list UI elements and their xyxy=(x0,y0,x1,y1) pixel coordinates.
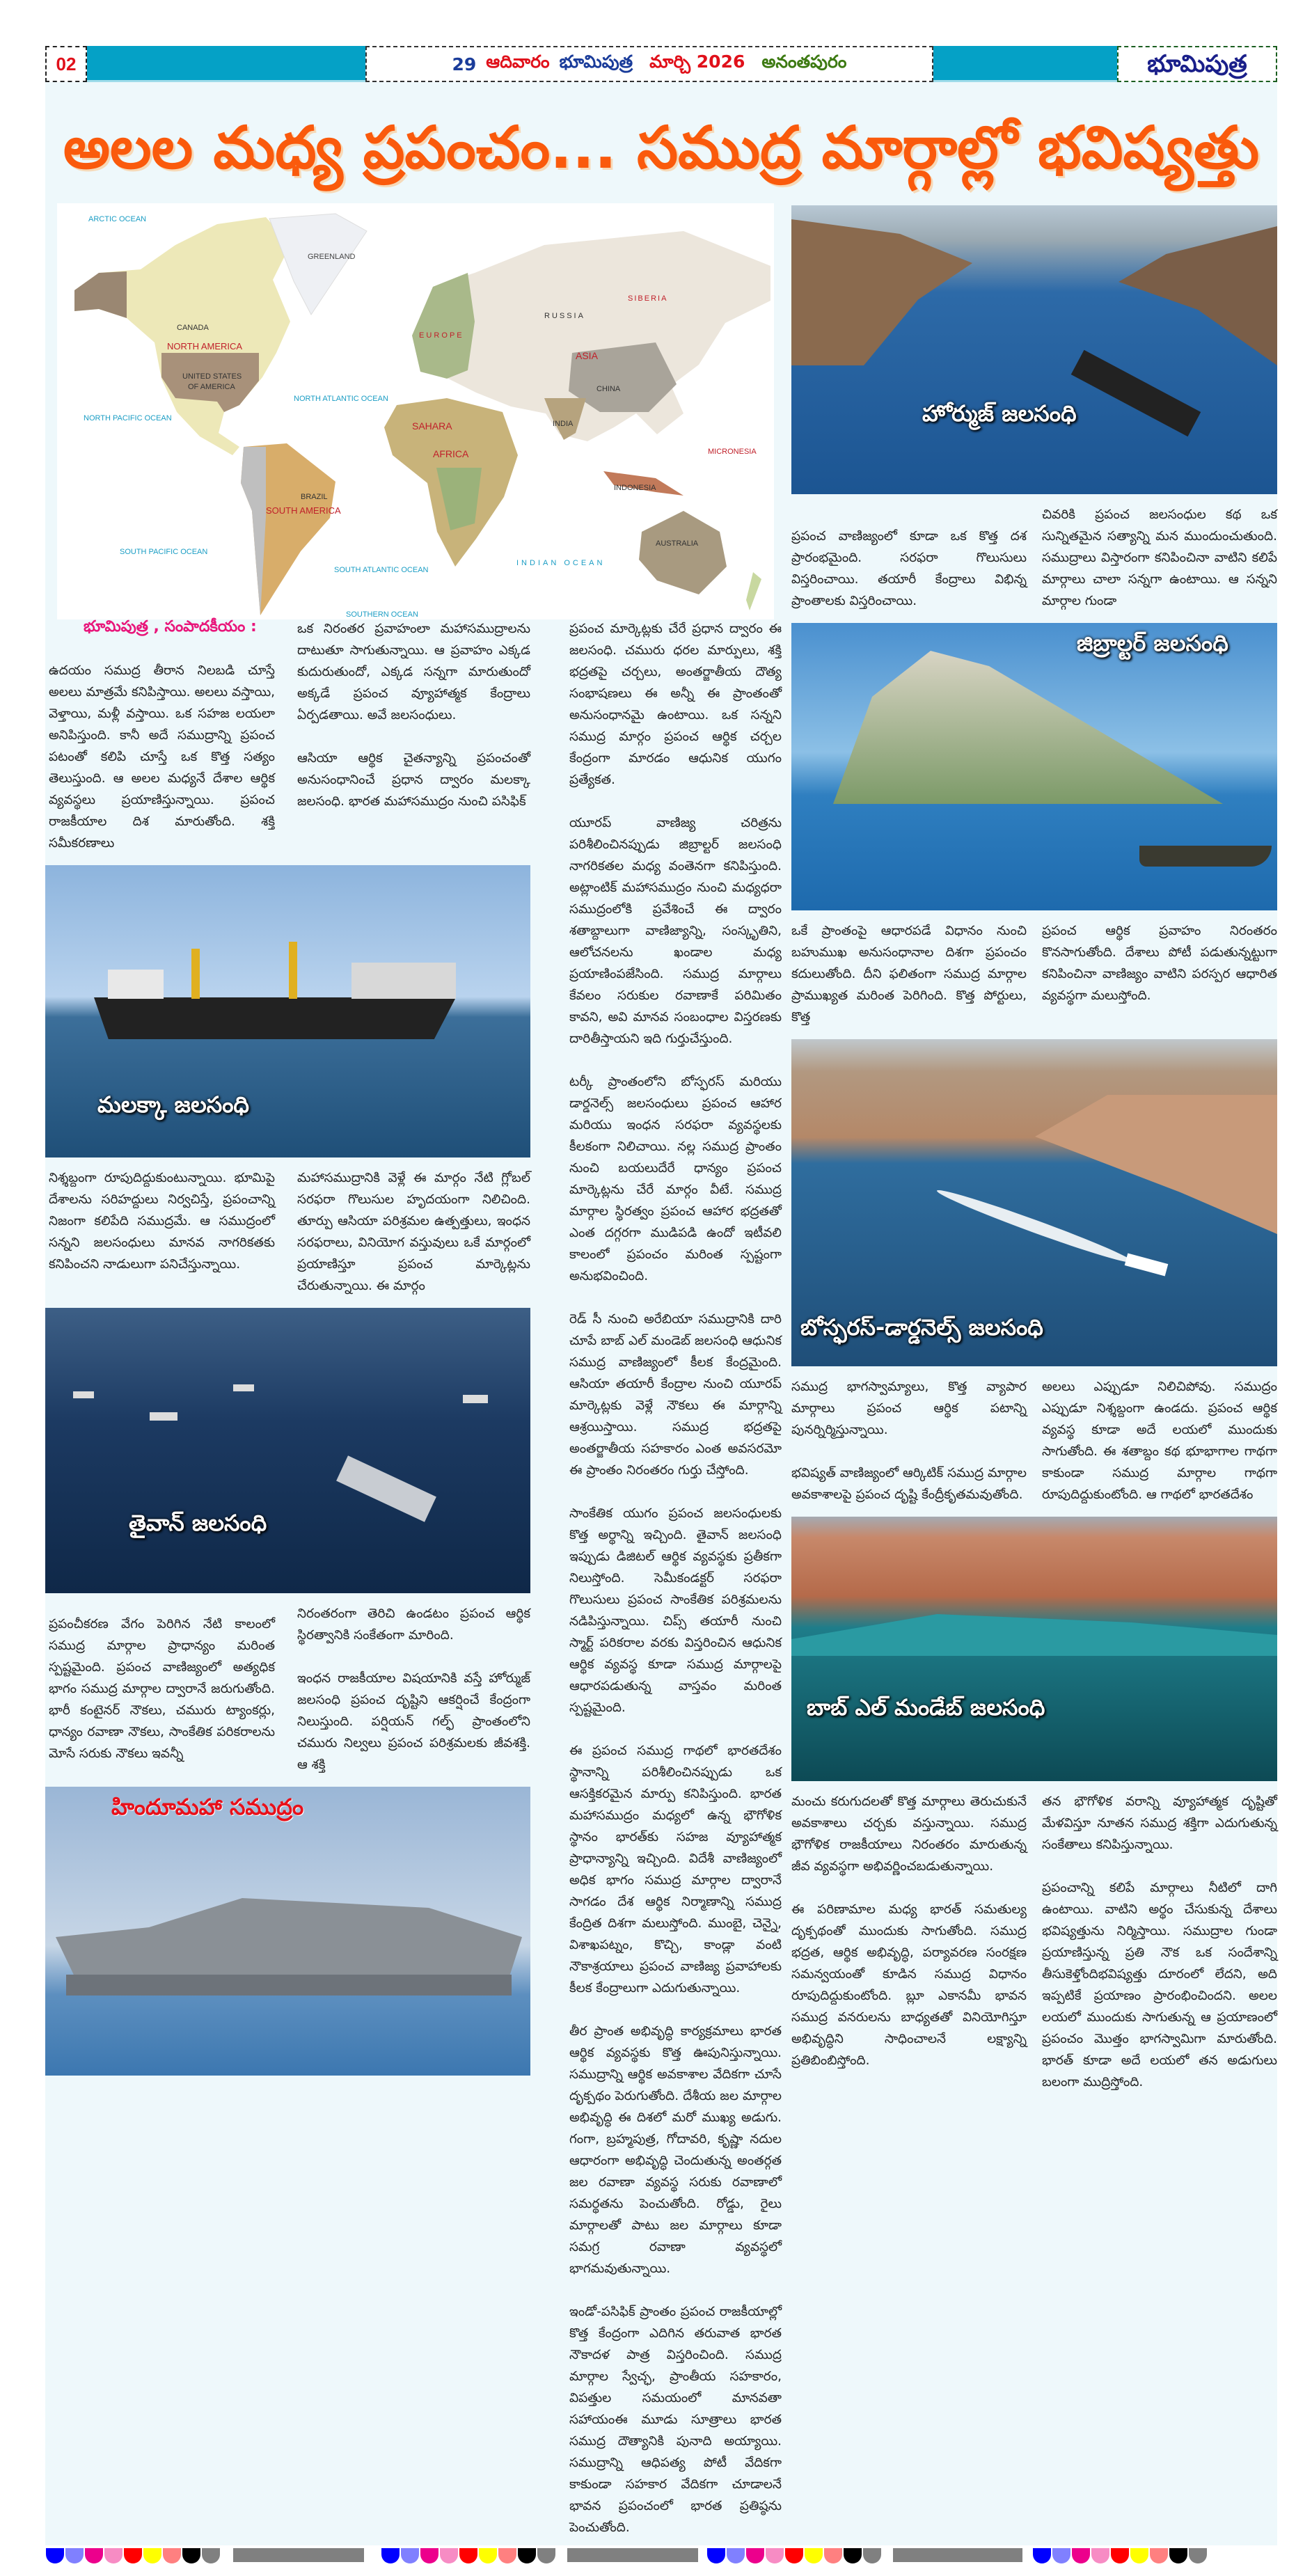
aircraft-carrier xyxy=(336,1455,436,1522)
registration-dot xyxy=(381,2548,400,2563)
paragraph: సముద్ర భాగస్వామ్యాలు, కొత్త వ్యాపార మార్గాలు ప్రపంచ ఆర్థిక పటాన్ని పునర్నిర్మిస్తున్నాయి. xyxy=(791,1380,1027,1437)
paragraph: ప్రపంచ మార్కెట్లకు చేరే ప్రధాన ద్వారం ఈ జలసంధి. చమురు ధరల మార్పులు, శక్తి భద్రతపై చర్చలు, అంతర్జాతీయ దౌత్య సంభాషణలు ఈ అన్నీ ఈ ప్రాంతంతో అనుసంధానమై ఉంటాయి. ఒక సన్నని సముద్ర మార్గం ప్రపంచ ఆర్థిక చర్చల కేంద్రంగా మారడం ఆధునిక యుగం ప్రత్యేకత. xyxy=(569,622,782,787)
registration-dot xyxy=(805,2548,823,2563)
registration-bar xyxy=(567,2548,698,2562)
registration-dot xyxy=(498,2548,516,2563)
paragraph: తన భౌగోళిక వరాన్ని వ్యూహాత్మక దృష్టితో మేళవిస్తూ నూతన సముద్ర శక్తిగా ఎదుగుతున్న సంకేతాలు కనిపిస్తున్నాయి. xyxy=(1042,1794,1277,1852)
registration-dot xyxy=(440,2548,458,2563)
registration-dot xyxy=(1072,2548,1090,2563)
map-label: NORTH ATLANTIC OCEAN xyxy=(294,395,388,403)
right-4-column-a xyxy=(791,1791,1027,2071)
registration-dot xyxy=(459,2548,477,2563)
registration-marks xyxy=(707,2548,883,2563)
paragraph: ఇంధన రాజకీయాల విషయానికి వస్తే హోర్ముజ్ జలసంధి ప్రపంచ దృష్టిని ఆకర్షించే కేంద్రంగా నిలుస్తుంది. పర్షియన్ గల్ఫ్ ప్రాంతంలోని చమురు నిల్వలు ప్రపంచ పరిశ్రమలకు జీవశక్తి. ఆ శక్తి xyxy=(297,1671,530,1772)
caption-gibraltar: జిబ్రాల్టర్ జలసంధి xyxy=(1077,630,1228,656)
registration-bar xyxy=(233,2548,364,2562)
caption-bosphorus: బోస్ఫరస్-డార్డనెల్స్ జలసంధి xyxy=(800,1314,1043,1341)
caption-hormuz: హోర్ముజ్ జలసంధి xyxy=(922,400,1077,427)
registration-dot xyxy=(1189,2548,1207,2563)
map-label: ASIA xyxy=(576,350,598,361)
paragraph: ఒక నిరంతర ప్రవాహంలా మహాసముద్రాలను దాటుతూ సాగుతున్నాయి. ఆ ప్రవాహం ఎక్కడ కుదురుతుందో, ఎక్కడ సన్నగా మారుతుందో అక్కడే ప్రపంచ వ్యూహాత్మక కేంద్రాలు ఏర్పడతాయి. అవే జలసంధులు. xyxy=(297,622,530,722)
paragraph: ఆసియా ఆర్థిక చైతన్యాన్ని ప్రపంచంతో అనుసంధానించే ప్రధాన ద్వారం మలక్కా జలసంధి. భారత మహాసముద్రం నుంచి పసిఫిక్ xyxy=(297,751,530,809)
registration-dot xyxy=(824,2548,842,2563)
date-day: 29 xyxy=(452,54,477,74)
world-map xyxy=(57,203,774,619)
photo-hormuz-strait xyxy=(791,205,1277,494)
registration-marks xyxy=(46,2548,221,2563)
registration-dot xyxy=(182,2548,200,2563)
left-section xyxy=(45,618,530,2076)
paragraph: మంచు కరుగుదలతో కొత్త మార్గాలు తెరుచుకునే అవకాశాలు చర్చకు వస్తున్నాయి. సముద్ర భౌగోళిక రాజకీయాలు నిరంతరం మారుతున్న జీవ వ్యవస్థగా అభివర్ణించబడుతున్నాయి. xyxy=(791,1794,1027,1874)
right-1-column-b xyxy=(1042,504,1277,612)
landmass-europe xyxy=(412,273,475,379)
world-map-graphic xyxy=(57,203,774,619)
caption-bab-el-mandeb: బాబ్ ఎల్ మండేబ్ జలసంధి xyxy=(807,1694,1045,1721)
map-label: SOUTH AMERICA xyxy=(266,505,341,516)
paragraph: ఇండో-పసిఫిక్ ప్రాంతం ప్రపంచ రాజకీయాల్లో కొత్త కేంద్రంగా ఎదిగిన తరువాత భారత నౌకాదళ పాత్ర విస్తరించింది. సముద్ర మార్గాల స్వేచ్ఛ, ప్రాంతీయ సహకారం, విపత్తుల సమయంలో మానవతా సహాయంఈ మూడు సూత్రాలు భారత సముద్ర దౌత్యానికి పునాది అయ్యాయి. సముద్రాన్ని ఆధిపత్య పోటీ వేదికగా కాకుండా సహకార వేదికగా చూడాలనే భావన ప్రపంచంలో భారత ప్రతిష్ఠను పెంచుతోంది. xyxy=(569,2305,782,2535)
dateline xyxy=(365,46,933,82)
warship-hull xyxy=(66,1975,512,1996)
map-label: INDIA xyxy=(553,420,574,428)
map-label: MICRONESIA xyxy=(708,448,757,456)
paragraph: చివరికి ప్రపంచ జలసంధుల కథ ఒక సున్నితమైన సత్యాన్ని మన ముందుంచుతుంది. సముద్రాలు విస్తారంగా కనిపించినా వాటిని కలిపే మార్గాలు చాలా సన్నగా ఉంటాయి. ఆ సన్నని మార్గాల గుండా xyxy=(1042,507,1277,608)
intro-column-2 xyxy=(297,618,530,812)
map-label: BRAZIL xyxy=(301,493,328,501)
paragraph: నిశ్శబ్దంగా రూపుదిద్దుకుంటున్నాయి. భూమిపై దేశాలను సరిహద్దులు నిర్వచిస్తే, ప్రపంచాన్ని నిజంగా కలిపేది సముద్రమే. ఆ సముద్రంలో సన్నని జలసంధులు మానవ నాగరికతకు కనిపించని నాడులుగా పనిచేస్తున్నాయి. xyxy=(49,1171,275,1272)
photo-gibraltar-strait xyxy=(791,623,1277,910)
map-label: GREENLAND xyxy=(308,253,356,261)
registration-dot xyxy=(1111,2548,1129,2563)
registration-dot xyxy=(479,2548,497,2563)
map-label: INDIAN OCEAN xyxy=(516,559,606,567)
registration-dot xyxy=(401,2548,419,2563)
city-shore xyxy=(1035,1095,1277,1234)
caption-taiwan: తైవాన్ జలసంధి xyxy=(129,1510,267,1536)
map-label: CANADA xyxy=(177,324,209,332)
paragraph: ఒకే ప్రాంతంపై ఆధారపడే విధానం నుంచి బహుముఖ అనుసంధానాల దిశగా ప్రపంచం కదులుతోంది. దీని ఫలితంగా సముద్ర మార్గాల ప్రాముఖ్యత మరింత పెరిగింది. కొత్త పోర్టులు, కొత్త xyxy=(791,924,1027,1025)
map-label: SOUTH ATLANTIC OCEAN xyxy=(334,566,429,574)
left-low-columns xyxy=(45,1603,530,1776)
cargo-ship xyxy=(94,997,456,1039)
registration-dot xyxy=(785,2548,803,2563)
registration-dot xyxy=(65,2548,84,2563)
photo-malacca-strait xyxy=(45,865,530,1157)
registration-dot xyxy=(863,2548,881,2563)
paragraph: ప్రపంచ ఆర్థిక ప్రవాహం నిరంతరం కొనసాగుతోంది. దేశాలు పోటీ పడుతున్నట్టుగా కనిపించినా వాణిజ్యం వాటిని పరస్పర ఆధారిత వ్యవస్థగా మలుస్తోంది. xyxy=(1042,924,1277,1003)
paragraph: ప్రపంచీకరణ వేగం పెరిగిన నేటి కాలంలో సముద్ర మార్గాల ప్రాధాన్యం మరింత స్పష్టమైంది. ప్రపంచ వాణిజ్యంలో అత్యధిక భాగం సముద్ర మార్గాల ద్వారానే జరుగుతోంది. భారీ కంటైనర్ నౌకలు, చమురు ట్యాంకర్లు, ధాన్యం రవాణా నౌకలు, సాంకేతిక పరికరాలను మోసే సరుకు నౌకలు ఇవన్నీ xyxy=(49,1617,275,1761)
registration-dot xyxy=(707,2548,725,2563)
caption-indian-ocean: హిందూమహా సముద్రం xyxy=(111,1794,304,1820)
warship xyxy=(463,1395,488,1403)
paragraph: సాంకేతిక యుగం ప్రపంచ జలసంధులకు కొత్త అర్థాన్ని ఇచ్చింది. తైవాన్ జలసంధి ఇప్పుడు డిజిటల్ ఆర్థిక వ్యవస్థకు ప్రతీకగా నిలుస్తోంది. సెమీకండక్టర్ సరఫరా గొలుసులు ప్రపంచ సాంకేతిక పరిశ్రమలను నడిపిస్తున్నాయి. చిప్స్ తయారీ నుంచి స్మార్ట్ పరికరాల వరకు విస్తరించిన ఆధునిక ఆర్థిక వ్యవస్థ కూడా సముద్ర మార్గాలపై ఆధారపడుతున్న వాస్తవం మరింత స్పష్టమైంది. xyxy=(569,1506,782,1715)
registration-marks xyxy=(1033,2548,1208,2563)
warship xyxy=(73,1391,94,1398)
ship-superstructure xyxy=(351,963,456,999)
middle-column xyxy=(569,618,782,2538)
right-section xyxy=(791,205,1277,2104)
paragraph: టర్కీ ప్రాంతంలోని బోస్ఫరస్ మరియు డార్డనెల్స్ జలసంధులు ప్రపంచ ఆహార మరియు ఇంధన సరఫరా వ్యవస్థలకు కీలకంగా నిలిచాయి. నల్ల సముద్ర ప్రాంతం నుంచి బయలుదేరే ధాన్యం ప్రపంచ మార్కెట్లను చేరే మార్గం వీటే. సముద్ర మార్గాల స్థిరత్వం ప్రపంచ ఆహార భద్రతతో ఎంత దగ్గరగా ముడిపడి ఉందో ఇటీవలి కాలంలో ప్రపంచం మరింత స్పష్టంగా అనుభవించింది. xyxy=(569,1075,782,1283)
registration-dot xyxy=(518,2548,536,2563)
ship-crane xyxy=(191,949,200,999)
ship-crane xyxy=(289,942,297,999)
right-1-column-a xyxy=(791,504,1027,612)
map-label: INDONESIA xyxy=(614,484,656,492)
registration-dot xyxy=(1091,2548,1109,2563)
registration-dot xyxy=(46,2548,64,2563)
left-low-column-2 xyxy=(297,1603,530,1776)
photo-bosphorus-strait xyxy=(791,1039,1277,1366)
boat xyxy=(1139,846,1272,867)
right-4-column-b xyxy=(1042,1791,1277,2093)
registration-dot xyxy=(766,2548,784,2563)
month-year: మార్చి 2026 xyxy=(649,52,745,72)
registration-dot xyxy=(163,2548,181,2563)
right-2-column-b xyxy=(1042,920,1277,1006)
map-label: E U R O P E xyxy=(419,331,462,340)
registration-marks xyxy=(381,2548,557,2563)
logo-text: భూమిపుత్ర xyxy=(1147,50,1247,78)
registration-dot xyxy=(420,2548,438,2563)
mountain-right xyxy=(1119,226,1277,365)
oil-tanker xyxy=(1071,350,1201,437)
rock-of-gibraltar xyxy=(833,651,1223,804)
landmass-greenland xyxy=(269,214,367,315)
page-number: 02 xyxy=(45,46,87,82)
left-mid-columns xyxy=(45,1167,530,1297)
right-2-column-a xyxy=(791,920,1027,1028)
speedboat xyxy=(1125,1254,1169,1277)
map-label: SAHARA xyxy=(412,420,452,432)
paragraph: తీర ప్రాంత అభివృద్ధి కార్యక్రమాలు భారత ఆర్థిక వ్యవస్థకు కొత్త ఊపునిస్తున్నాయి. సముద్రాన్ని ఆర్థిక అవకాశాల వేదికగా చూసే దృక్పథం పెరుగుతోంది. దేశీయ జల మార్గాల అభివృద్ధి ఈ దిశలో మరో ముఖ్య అడుగు. గంగా, బ్రహ్మపుత్ర, గోదావరి, కృష్ణా నదుల ఆధారంగా అభివృద్ధి చెందుతున్న అంతర్గత జల రవాణా వ్యవస్థ సరుకు రవాణాలో సమర్థతను పెంచుతోంది. రోడ్డు, రైలు మార్గాలతో పాటు జల మార్గాలు కూడా సమగ్ర రవాణా వ్యవస్థలో భాగమవుతున్నాయి. xyxy=(569,2024,782,2276)
paragraph: ఉదయం సముద్ర తీరాన నిలబడి చూస్తే అలలు మాత్రమే కనిపిస్తాయి. అలలు వస్తాయి, వెళ్తాయి, మళ్లీ వస్తాయి. ఒక సహజ లయలా అనిపిస్తుంది. కానీ అదే సముద్రాన్ని ప్రపంచ పటంతో కలిపి చూస్తే ఒక కొత్త సత్యం తెలుస్తుంది. ఆ అలల మధ్యనే దేశాల ఆర్థిక వ్యవస్థలు ప్రయాణిస్తున్నాయి. ప్రపంచ రాజకీయాల దిశ మారుతోంది. శక్తి సమీకరణాలు xyxy=(49,663,275,851)
paragraph: మహాసముద్రానికి వెళ్లే ఈ మార్గం నేటి గ్లోబల్ సరఫరా గొలుసుల హృదయంగా నిలిచింది. తూర్పు ఆసియా పరిశ్రమల ఉత్పత్తులు, ఇంధన సరఫరాలు, వినియోగ వస్తువులు ఒకే మార్గంలో ప్రయాణిస్తూ ప్రపంచ మార్కెట్లను చేరుతున్నాయి. ఈ మార్గం xyxy=(297,1171,530,1293)
right-3-column-b xyxy=(1042,1376,1277,1506)
map-label: NORTH PACIFIC OCEAN xyxy=(84,414,172,422)
registration-dot xyxy=(1150,2548,1168,2563)
intro-columns xyxy=(45,618,530,854)
edition-city: అనంతపురం xyxy=(761,52,847,72)
registration-dot xyxy=(202,2548,220,2563)
paragraph: ప్రపంచాన్ని కలిపే మార్గాలు నీటిలో దాగి ఉంటాయి. వాటిని అర్థం చేసుకున్న దేశాలు భవిష్యత్తును నిర్మిస్తాయి. సముద్రాల గుండా ప్రయాణిస్తున్న ప్రతి నౌక ఒక సందేశాన్ని తీసుకెళ్తోందిభవిష్యత్తు దూరంలో లేదని, అది ఇప్పటికే ప్రయాణం ప్రారంభించిందని. అలల లయలో ముందుకు సాగుతున్న ఆ ప్రయాణంలో ప్రపంచం మొత్తం భాగస్వామిగా మారుతోంది. భారత్ కూడా అదే లయలో తన అడుగులు బలంగా ముద్రిస్తోంది. xyxy=(1042,1881,1277,2089)
left-mid-column-1 xyxy=(45,1167,275,1275)
weekday: ఆదివారం xyxy=(486,52,550,72)
paragraph: ప్రపంచ వాణిజ్యంలో కూడా ఒక కొత్త దశ ప్రారంభమైంది. సరఫరా గొలుసులు విస్తరించాయి. తయారీ కేంద్రాలు విభిన్న ప్రాంతాలకు విస్తరించాయి. xyxy=(791,529,1027,608)
paragraph: రెడ్ సీ నుంచి అరేబియా సముద్రానికి దారి చూపే బాబ్ ఎల్ మండెబ్ జలసంధి ఆధునిక సముద్ర వాణిజ్యంలో కీలక కేంద్రమైంది. ఆసియా తయారీ కేంద్రాల నుంచి యూరప్ మార్కెట్లకు వెళ్లే నౌకలు ఈ మార్గాన్ని ఆశ్రయిస్తాయి. సముద్ర భద్రతపై అంతర్జాతీయ సహకారం ఎంత అవసరమో ఈ ప్రాంతం నిరంతరం గుర్తు చేస్తోంది. xyxy=(569,1312,782,1478)
headline: అలల మధ్య ప్రపంచం... సముద్ర మార్గాల్లో భవిష్యత్తు xyxy=(63,113,1260,182)
paragraph: అలలు ఎప్పుడూ నిలిచిపోవు. సముద్రం ఎప్పుడూ నిశ్శబ్దంగా ఉండదు. ప్రపంచ ఆర్థిక వ్యవస్థ కూడా అదే లయలో ముందుకు సాగుతోంది. ఈ శతాబ్దం కథ భూభాగాల గాథగా కాకుండా సముద్ర మార్గాల గాథగా రూపుదిద్దుకుంటోంది. ఆ గాథలో భారతదేశం xyxy=(1042,1380,1277,1502)
registration-dot xyxy=(85,2548,103,2563)
registration-dot xyxy=(143,2548,161,2563)
source-tag: భూమిపుత్ర , సంపాదకీయం : xyxy=(84,618,257,635)
registration-dot xyxy=(537,2548,555,2563)
map-label: RUSSIA xyxy=(544,312,585,320)
paragraph: ఈ పరిణామాల మధ్య భారత్ సమతుల్య దృక్పథంతో ముందుకు సాగుతోంది. సముద్ర భద్రత, ఆర్థిక అభివృద్ధి, పర్యావరణ సంరక్షణ సమన్వయంతో కూడిన సముద్ర విధానం రూపుదిద్దుకుంటోంది. బ్లూ ఎకానమీ భావన సముద్ర వనరులను బాధ్యతతో వినియోగిస్తూ అభివృద్ధిని సాధించాలనే లక్ష్యాన్ని ప్రతిబింబిస్తోంది. xyxy=(791,1902,1027,2068)
registration-dot xyxy=(124,2548,142,2563)
registration-dot xyxy=(1033,2548,1051,2563)
left-low-column-1 xyxy=(45,1603,275,1764)
mountain-left xyxy=(791,219,972,365)
registration-strip xyxy=(0,2548,1312,2565)
boat-wake xyxy=(935,1185,1135,1268)
photo-taiwan-strait xyxy=(45,1308,530,1593)
map-label: ARCTIC OCEAN xyxy=(88,215,147,223)
right-3-columns xyxy=(791,1376,1277,1506)
registration-dot xyxy=(1169,2548,1187,2563)
map-label: OF AMERICA xyxy=(188,383,235,391)
map-label: UNITED STATES xyxy=(182,372,242,381)
paragraph: నిరంతరంగా తెరిచి ఉండటం ప్రపంచ ఆర్థిక స్థిరత్వానికి సంకేతంగా మారింది. xyxy=(297,1606,530,1643)
registration-dot xyxy=(1130,2548,1148,2563)
masthead-logo xyxy=(1117,46,1277,82)
right-2-columns xyxy=(791,920,1277,1028)
paragraph: భవిష్యత్ వాణిజ్యంలో ఆర్కిటిక్ సముద్ర మార్గాల అవకాశాలపై ప్రపంచ దృష్టి కేంద్రీకృతమవుతోంది. xyxy=(791,1466,1027,1502)
landmass-new-zealand xyxy=(746,572,761,610)
ship-bridge xyxy=(108,970,164,999)
landmass-alaska xyxy=(74,271,127,318)
photo-bab-el-mandeb-strait xyxy=(791,1517,1277,1781)
right-3-column-a xyxy=(791,1376,1027,1506)
right-1-columns xyxy=(791,504,1277,612)
caption-malacca: మలక్కా జలసంధి xyxy=(97,1091,250,1118)
landmass-australia xyxy=(639,511,727,594)
map-label: CHINA xyxy=(596,385,621,393)
warship xyxy=(233,1384,254,1391)
map-label: AUSTRALIA xyxy=(656,539,699,548)
right-4-columns xyxy=(791,1791,1277,2093)
warship xyxy=(150,1412,177,1421)
registration-dot xyxy=(104,2548,122,2563)
registration-dot xyxy=(746,2548,764,2563)
map-label: SOUTHERN OCEAN xyxy=(346,610,418,619)
photo-indian-ocean xyxy=(45,1787,530,2076)
map-label: SOUTH PACIFIC OCEAN xyxy=(120,548,208,556)
shallow-water xyxy=(791,1614,1277,1656)
registration-dot xyxy=(1052,2548,1070,2563)
paragraph: యూరప్ వాణిజ్య చరిత్రను పరిశీలించినప్పుడు జిబ్రాల్టర్ జలసంధి నాగరికతల మధ్య వంతెనగా కనిపిస్తుంది. అట్లాంటిక్ మహాసముద్రం నుంచి మధ్యధరా సముద్రంలోకి ప్రవేశించే ఈ ద్వారం శతాబ్దాలుగా వాణిజ్యాన్ని, సంస్కృతిని, ఆలోచనలను ఖండాల మధ్య ప్రయాణింపజేసింది. సముద్ర మార్గాలు కేవలం సరుకుల రవాణాకే పరిమితం కావని, అవి మానవ సంబంధాల విస్తరణకు దారితీస్తాయని ఇది గుర్తుచేస్తుంది. xyxy=(569,816,782,1046)
paragraph: ఈ ప్రపంచ సముద్ర గాథలో భారతదేశం స్థానాన్ని పరిశీలించినప్పుడు ఒక ఆసక్తికరమైన మార్పు కనిపిస్తుంది. భారత మహాసముద్రం మధ్యలో ఉన్న భౌగోళిక స్థానం భారత్‌కు సహజ వ్యూహాత్మక ప్రాధాన్యాన్ని ఇచ్చింది. విదేశీ వాణిజ్యంలో అధిక భాగం సముద్ర మార్గాల ద్వారానే సాగడం దేశ ఆర్థిక నిర్మాణాన్ని సముద్ర కేంద్రిత దిశగా మలుస్తోంది. ముంబై, చెన్నై, విశాఖపట్నం, కొచ్చి, కాండ్లా వంటి నౌకాశ్రయాలు ప్రపంచ వాణిజ్య ప్రవాహాలకు కీలక కేంద్రాలుగా ఎదుగుతున్నాయి. xyxy=(569,1744,782,1996)
paper-name: భూమిపుత్ర xyxy=(559,52,633,72)
intro-column-1 xyxy=(45,618,275,854)
map-label: SIBERIA xyxy=(628,294,668,303)
registration-bar xyxy=(893,2548,1022,2562)
registration-dot xyxy=(844,2548,862,2563)
left-mid-column-2 xyxy=(297,1167,530,1297)
registration-dot xyxy=(727,2548,745,2563)
map-label: NORTH AMERICA xyxy=(167,341,243,351)
map-label: AFRICA xyxy=(433,448,469,459)
